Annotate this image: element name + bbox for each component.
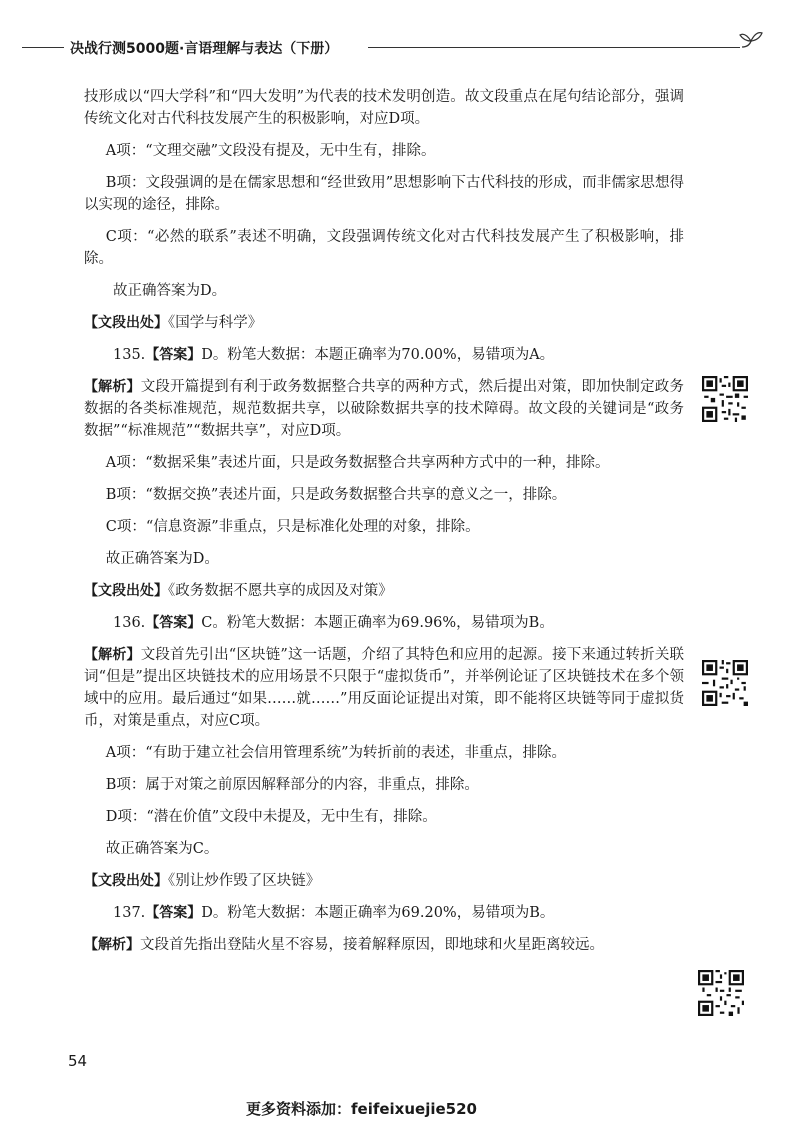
analysis-135 (84, 376, 684, 442)
option-c-note: C项：“必然的联系”表述不明确，文段强调传统文化对古代科技发展产生了积极影响，排除。 (84, 229, 684, 267)
source-tag: 【文段出处】 (84, 873, 168, 889)
answer-text: C。粉笔大数据：本题正确率为69.96%，易错项为B。 (201, 615, 554, 631)
analysis-text: 文段开篇提到有利于政务数据整合共享的两种方式，然后提出对策，即加快制定政务数据的各类标准规范，规范数据共享，以破除数据共享的技术障碍。故文段的关键词是“政务数据”“标准规范”“数据共享”，对应D项。 (84, 379, 684, 439)
qr-code-icon[interactable] (702, 660, 748, 706)
conclusion: 故正确答案为D。 (105, 551, 219, 567)
analysis-tag: 【解析】 (84, 379, 141, 395)
qr-code-icon[interactable] (702, 376, 748, 422)
source-tag: 【文段出处】 (84, 583, 168, 599)
answer-text: D。粉笔大数据：本题正确率为70.00%，易错项为A。 (201, 347, 555, 363)
running-header (0, 30, 800, 70)
analysis-tag: 【解析】 (84, 937, 140, 953)
analysis-text: 文段首先引出“区块链”这一话题，介绍了其特色和应用的起源。接下来通过转折关联词“但是”提出区块链技术的应用场景不只限于“虚拟货币”，并举例论证了区块链技术在多个领域中的应用。最后通过“如果……就……”用反面论证提出对策，即不能将区块链等同于虚拟货币，对策是重点，对应C项。 (84, 647, 684, 729)
option-note: D项：“潜在价值”文段中未提及，无中生有，排除。 (105, 809, 437, 825)
conclusion: 故正确答案为D。 (113, 283, 227, 299)
answer-tag: 【答案】 (145, 347, 202, 363)
analysis-136 (84, 644, 684, 732)
analysis-tag: 【解析】 (84, 647, 141, 663)
question-number: 135. (113, 347, 146, 363)
analysis-text: 文段首先指出登陆火星不容易，接着解释原因，即地球和火星距离较远。 (140, 937, 604, 953)
footer-note: 更多资料添加：feifeixuejie520 (246, 1100, 477, 1118)
answer-line-135 (84, 344, 684, 366)
paragraph: 技形成以“四大学科”和“四大发明”为代表的技术发明创造。故文段重点在尾句结论部分，强调传统文化对古代科技发展产生的积极影响，对应D项。 (84, 89, 684, 127)
source-line (84, 870, 684, 892)
source-tag: 【文段出处】 (84, 315, 168, 331)
option-a-note: A项：“文理交融”文段没有提及，无中生有，排除。 (105, 143, 436, 159)
page-body (84, 86, 684, 966)
sprout-icon (738, 28, 764, 54)
book-title: 决战行测5000题·言语理解与表达（下册） (70, 41, 339, 57)
answer-line-137 (84, 902, 684, 924)
answer-text: D。粉笔大数据：本题正确率为69.20%，易错项为B。 (201, 905, 555, 921)
qr-code-icon[interactable] (698, 970, 744, 1016)
answer-tag: 【答案】 (145, 615, 202, 631)
question-number: 137. (113, 905, 146, 921)
page-number: 54 (68, 1052, 88, 1070)
option-note: A项：“数据采集”表述片面，只是政务数据整合共享两种方式中的一种，排除。 (105, 455, 610, 471)
source-text: 《国学与科学》 (168, 315, 263, 331)
answer-tag: 【答案】 (145, 905, 202, 921)
source-line (84, 580, 684, 602)
option-note: A项：“有助于建立社会信用管理系统”为转折前的表述，非重点，排除。 (105, 745, 567, 761)
option-note: B项：属于对策之前原因解释部分的内容，非重点，排除。 (105, 777, 479, 793)
option-b-note: B项：文段强调的是在儒家思想和“经世致用”思想影响下古代科技的形成，而非儒家思想得以实现的途径，排除。 (84, 175, 684, 213)
header-rule-right (368, 47, 740, 48)
source-text: 《政务数据不愿共享的成因及对策》 (168, 583, 393, 599)
question-number: 136. (113, 615, 146, 631)
header-rule-left (22, 47, 64, 48)
source-line (84, 312, 684, 334)
answer-line-136 (84, 612, 684, 634)
option-note: B项：“数据交换”表述片面，只是政务数据整合共享的意义之一，排除。 (105, 487, 567, 503)
analysis-137 (84, 934, 684, 956)
source-text: 《别让炒作毁了区块链》 (168, 873, 321, 889)
option-note: C项：“信息资源”非重点，只是标准化处理的对象，排除。 (105, 519, 480, 535)
conclusion: 故正确答案为C。 (105, 841, 219, 857)
